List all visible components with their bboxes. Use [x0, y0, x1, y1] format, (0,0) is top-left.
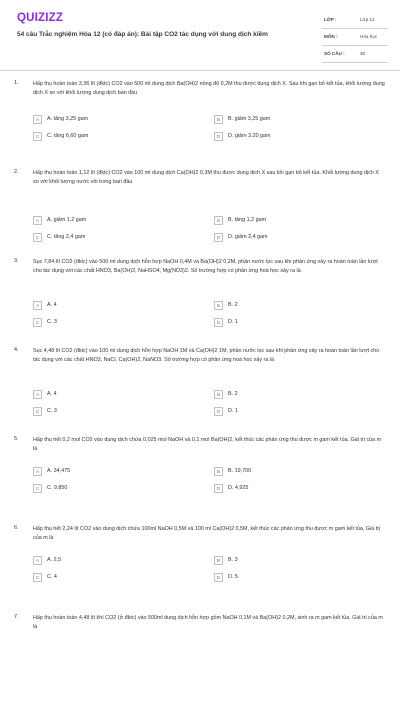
option-text: A. 4 — [47, 302, 57, 308]
option-letter-box: D — [214, 318, 223, 327]
question-item — [0, 436, 400, 525]
option-letter-box: A — [33, 556, 42, 565]
meta-value: Lớp 12 — [360, 17, 375, 22]
option-text: D. 4,925 — [228, 485, 249, 491]
answer-option-b[interactable] — [214, 215, 390, 227]
question-text: Hấp thụ hết 0,2 mol CO2 vào dung dịch chứa 0,025 mol NaOH và 0,1 mol Ba(OH)2, kết thúc các phản ứng thu được m gam kết tủa. Giá trị của m là — [33, 437, 382, 453]
answer-option-c[interactable] — [33, 406, 209, 418]
answer-option-b[interactable] — [214, 466, 390, 478]
quizizz-logo: QUIZIZZ — [17, 12, 64, 24]
option-letter-box: D — [214, 407, 223, 416]
question-text: Sục 7,84 lít CO2 (đktc) vào 500 ml dung dịch hỗn hợp NaOH 0,4M và Ba(OH)2 0,2M, phần nước lọc sau khi phản ứng xảy ra hoàn toàn lần lượt cho tác dụng với các chất HNO3, Ba(OH)2, NaHSO4, Mg(NO3)2. Số trường hợp có phản ứng hoá học xảy ra là — [33, 259, 378, 275]
question-text: Hấp thụ hết 2,24 lít CO2 vào dung dịch chứa 100ml NaOH 0,5M và 100 ml Ca(OH)2 0,5M, kết thúc các phản ứng thu được m gam kết tủa. Giá trị của m là — [33, 526, 381, 542]
answer-option-d[interactable] — [214, 406, 390, 418]
answer-option-d[interactable] — [214, 232, 390, 244]
question-item — [0, 80, 400, 169]
option-text: B. 2 — [228, 302, 238, 308]
option-letter-box: C — [33, 484, 42, 493]
question-number: 5. — [14, 436, 19, 442]
answer-option-d[interactable] — [214, 317, 390, 329]
option-letter-box: D — [214, 573, 223, 582]
option-text: A. giảm 1,2 gam — [47, 217, 87, 223]
meta-row-question-count — [322, 46, 388, 63]
meta-row-grade — [322, 12, 388, 29]
option-text: D. 1 — [228, 319, 238, 325]
page-header — [0, 0, 400, 66]
option-letter-box: B — [214, 301, 223, 310]
answer-option-b[interactable] — [214, 555, 390, 567]
option-text: D. giảm 2,4 gam — [228, 234, 268, 240]
header-divider — [0, 70, 400, 71]
answer-option-b[interactable] — [214, 389, 390, 401]
question-number: 3. — [14, 258, 19, 264]
answer-option-a[interactable] — [33, 466, 209, 478]
answer-option-d[interactable] — [214, 483, 390, 495]
question-text: Hấp thụ hoàn toàn 3,36 lít (đktc) CO2 vào 500 ml dung dịch Ba(OH)2 nồng độ 0,2M thu được dung dịch X. Sau khi gạn bỏ kết tủa, khối lượng dung dịch X so với khối lượng dung dịch ban đầu — [33, 81, 385, 97]
option-letter-box: A — [33, 467, 42, 476]
answer-option-c[interactable] — [33, 483, 209, 495]
answer-option-b[interactable] — [214, 300, 390, 312]
option-letter-box: D — [214, 233, 223, 242]
option-letter-box: A — [33, 115, 42, 124]
option-text: B. 2 — [228, 391, 238, 397]
answer-option-a[interactable] — [33, 114, 209, 126]
option-text: C. 9,850 — [47, 485, 68, 491]
meta-key: LỚP : — [324, 17, 337, 22]
meta-value: 30 — [360, 51, 366, 56]
option-text: A. 4 — [47, 391, 57, 397]
option-text: B. giảm 3,25 gam — [228, 116, 271, 122]
option-letter-box: B — [214, 115, 223, 124]
option-text: B. 19,700 — [228, 468, 252, 474]
answer-option-a[interactable] — [33, 389, 209, 401]
question-number: 1. — [14, 80, 19, 86]
question-number: 4. — [14, 347, 19, 353]
answer-option-a[interactable] — [33, 215, 209, 227]
answer-option-b[interactable] — [214, 114, 390, 126]
question-item — [0, 347, 400, 436]
answer-option-a[interactable] — [33, 555, 209, 567]
option-letter-box: B — [214, 467, 223, 476]
option-letter-box: A — [33, 216, 42, 225]
option-text: A. 2,5 — [47, 557, 62, 563]
option-letter-box: C — [33, 407, 42, 416]
question-item — [0, 525, 400, 614]
option-letter-box: A — [33, 301, 42, 310]
answer-option-c[interactable] — [33, 317, 209, 329]
meta-key: SỐ CÂU : — [324, 51, 345, 56]
question-text: Sục 4,48 lít CO2 (đktc) vào 100 ml dung dịch hỗn hợp NaOH 1M và Ca(OH)2 1M, phần nước lọc sau khi phản ứng xảy ra hoàn toàn lần lượt cho tác dụng với các chất HNO3, NaCl, Ca(OH)2, NaNO3. Số trường hợp có phản ứng hoá học xảy ra là — [33, 348, 380, 364]
option-letter-box: B — [214, 390, 223, 399]
option-text: A. 34,475 — [47, 468, 71, 474]
option-text: B. 3 — [228, 557, 238, 563]
option-text: D. giảm 3,20 gam — [228, 133, 271, 139]
option-text: C. 3 — [47, 319, 57, 325]
meta-value: Hóa học — [360, 34, 378, 39]
option-text: C. 3 — [47, 408, 57, 414]
meta-info-table — [322, 12, 388, 63]
document-title: 54 câu Trắc nghiệm Hóa 12 (có đáp án): Bài tập CO2 tác dụng với dung dịch kiềm — [17, 31, 268, 38]
question-list — [0, 80, 400, 703]
question-text: Hấp thụ hoàn toàn 4,48 lít khí CO2 (ở đktc) vào 500ml dung dịch hỗn hợp gồm NaOH 0,1M và Ba(OH)2 0,2M, sinh ra m gam kết tủa. Giá trị của m là — [33, 615, 383, 631]
meta-key: MÔN : — [324, 34, 338, 39]
answer-option-d[interactable] — [214, 131, 390, 143]
answer-option-c[interactable] — [33, 572, 209, 584]
question-text: Hấp thụ hoàn toàn 1,12 lít (đktc) CO2 vào 100 ml dung dịch Ca(OH)2 0,3M thu được dung dịch X sau khi gạn bỏ kết tủa. Khối lượng dung dịch X so với khối lượng nước vôi trong ban đầu — [33, 170, 380, 186]
question-item — [0, 614, 400, 703]
question-number: 6. — [14, 525, 19, 531]
answer-option-c[interactable] — [33, 131, 209, 143]
answer-option-d[interactable] — [214, 572, 390, 584]
option-letter-box: D — [214, 132, 223, 141]
option-letter-box: D — [214, 484, 223, 493]
option-letter-box: B — [214, 556, 223, 565]
meta-row-subject — [322, 29, 388, 46]
option-text: B. tăng 1,2 gam — [228, 217, 267, 223]
option-letter-box: C — [33, 573, 42, 582]
answer-option-c[interactable] — [33, 232, 209, 244]
answer-option-a[interactable] — [33, 300, 209, 312]
question-number: 7. — [14, 614, 19, 620]
question-item — [0, 258, 400, 347]
option-text: C. 4 — [47, 574, 57, 580]
option-text: D. 5 — [228, 574, 238, 580]
option-letter-box: C — [33, 233, 42, 242]
question-item — [0, 169, 400, 258]
option-letter-box: C — [33, 318, 42, 327]
option-letter-box: A — [33, 390, 42, 399]
option-letter-box: C — [33, 132, 42, 141]
option-text: C. tăng 2,4 gam — [47, 234, 86, 240]
option-text: A. tăng 3,25 gam — [47, 116, 89, 122]
option-text: C. tăng 6,60 gam — [47, 133, 89, 139]
option-letter-box: B — [214, 216, 223, 225]
question-number: 2. — [14, 169, 19, 175]
option-text: D. 1 — [228, 408, 238, 414]
